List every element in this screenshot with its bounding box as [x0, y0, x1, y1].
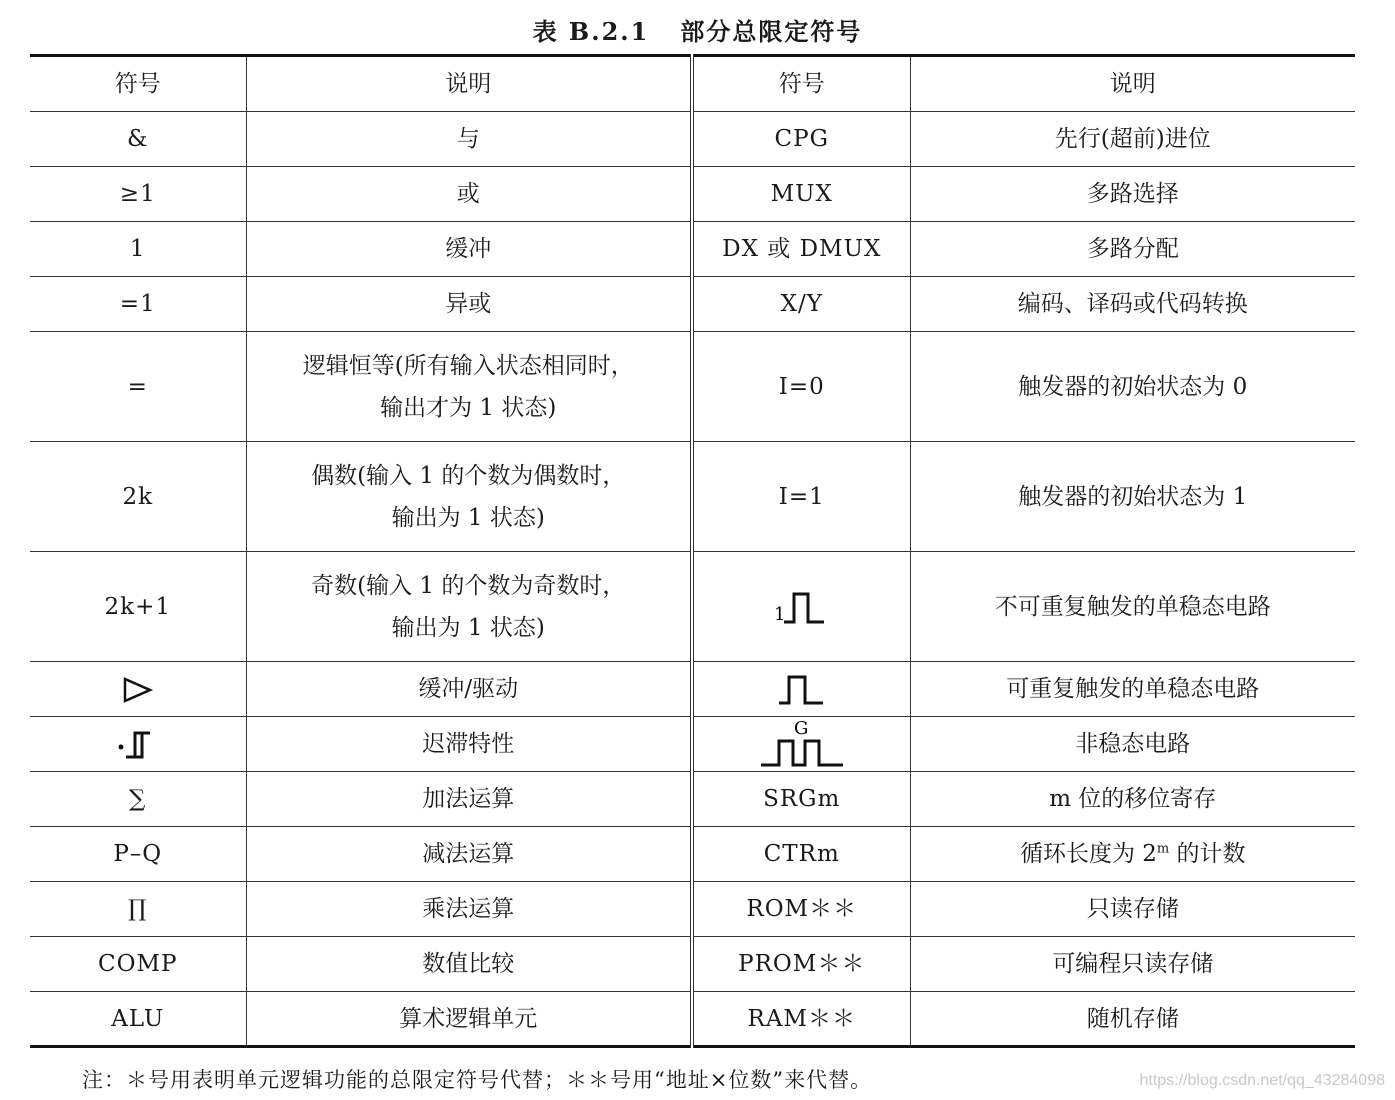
- symbol-cell: [692, 662, 910, 717]
- description-cell: 触发器的初始状态为 1: [910, 442, 1355, 552]
- nonretriggerable-monostable-icon: [773, 594, 830, 625]
- symbol-cell: SRGm: [692, 772, 910, 827]
- header-symbol-left: 符号: [30, 56, 246, 112]
- description-cell: [246, 332, 692, 442]
- symbol-cell: =: [30, 332, 246, 442]
- description-cell: 可编程只读存储: [910, 937, 1355, 992]
- symbol-cell: [692, 552, 910, 662]
- retriggerable-monostable-icon: [777, 676, 827, 702]
- symbol-cell: [30, 717, 246, 772]
- symbol-cell: CPG: [692, 112, 910, 167]
- header-description-left: 说明: [246, 56, 692, 112]
- description-cell: 或: [246, 167, 692, 222]
- watermark-url: https://blog.csdn.net/qq_43284098: [1139, 1072, 1385, 1089]
- table-row: [30, 937, 1355, 992]
- description-cell: 缓冲/驱动: [246, 662, 692, 717]
- description-cell: [246, 442, 692, 552]
- symbol-cell: 2k+1: [30, 552, 246, 662]
- symbol-cell: RAM＊＊: [692, 992, 910, 1047]
- qualifier-symbol-table: [30, 54, 1355, 1048]
- description-cell: 多路分配: [910, 222, 1355, 277]
- symbol-cell: X/Y: [692, 277, 910, 332]
- symbol-cell: 2k: [30, 442, 246, 552]
- symbol-cell: ≥1: [30, 167, 246, 222]
- table-row: [30, 442, 1355, 552]
- header-description-right: 说明: [1109, 71, 1156, 97]
- description-cell: [910, 827, 1355, 882]
- table-row: [30, 717, 1355, 772]
- description-cell: [246, 552, 692, 662]
- description-cell: 数值比较: [246, 937, 692, 992]
- table-row: [30, 277, 1355, 332]
- table-title: 表 B.2.1 部分总限定符号: [532, 17, 863, 46]
- symbol-cell: PROM＊＊: [692, 937, 910, 992]
- description-cell: 异或: [246, 277, 692, 332]
- symbol-cell: ∏: [30, 882, 246, 937]
- description-cell: 乘法运算: [246, 882, 692, 937]
- symbol-cell: I=0: [692, 332, 910, 442]
- description-cell: 不可重复触发的单稳态电路: [910, 552, 1355, 662]
- description-cell: 加法运算: [246, 772, 692, 827]
- description-cell: 多路选择: [910, 167, 1355, 222]
- description-text-tail: 的计数: [1169, 841, 1246, 867]
- symbol-cell: &: [30, 112, 246, 167]
- buffer-triangle-icon: [122, 676, 154, 702]
- symbol-cell: ALU: [30, 992, 246, 1047]
- description-superscript: m: [1156, 841, 1170, 857]
- symbol-cell: CTRm: [692, 827, 910, 882]
- symbol-cell: MUX: [692, 167, 910, 222]
- symbol-cell: ∑: [30, 772, 246, 827]
- table-row: [30, 662, 1355, 717]
- astable-icon: [759, 719, 845, 756]
- description-cell: 只读存储: [910, 882, 1355, 937]
- monostable-input-label: 1: [773, 603, 786, 625]
- table-row: [30, 882, 1355, 937]
- symbol-cell: 1: [30, 222, 246, 277]
- description-cell: 编码、译码或代码转换: [910, 277, 1355, 332]
- symbol-cell: COMP: [30, 937, 246, 992]
- symbol-cell: =1: [30, 277, 246, 332]
- symbol-cell: [30, 662, 246, 717]
- description-text: 循环长度为 2: [1019, 841, 1157, 867]
- description-line: 偶数(输入 1 的个数为偶数时，: [311, 462, 626, 489]
- description-cell: 算术逻辑单元: [246, 992, 692, 1047]
- table-row: [30, 992, 1355, 1047]
- description-line: 输出才为 1 状态): [380, 394, 557, 421]
- symbol-cell: [692, 717, 910, 772]
- description-cell: 迟滞特性: [246, 717, 692, 772]
- symbol-cell: P–Q: [30, 827, 246, 882]
- symbol-cell: DX 或 DMUX: [692, 222, 910, 277]
- hysteresis-icon: [116, 731, 160, 757]
- header-symbol-right: 符号: [692, 56, 910, 112]
- description-line: 奇数(输入 1 的个数为奇数时，: [311, 572, 626, 599]
- table-row: [30, 222, 1355, 277]
- table-row: [30, 827, 1355, 882]
- table-row: [30, 112, 1355, 167]
- table-row: [30, 772, 1355, 827]
- description-cell: 与: [246, 112, 692, 167]
- table-header-row: [30, 56, 1355, 112]
- description-cell: 触发器的初始状态为 0: [910, 332, 1355, 442]
- description-cell: 可重复触发的单稳态电路: [910, 662, 1355, 717]
- table-row: [30, 552, 1355, 662]
- description-line: 输出为 1 状态): [391, 504, 545, 531]
- description-cell: 先行(超前)进位: [910, 112, 1355, 167]
- astable-generator-label: G: [793, 719, 809, 739]
- description-line: 输出为 1 状态): [391, 614, 545, 641]
- table-row: [30, 332, 1355, 442]
- description-cell: m 位的移位寄存: [910, 772, 1355, 827]
- description-cell: 缓冲: [246, 222, 692, 277]
- description-cell: 非稳态电路: [910, 717, 1355, 772]
- symbol-cell: ROM＊＊: [692, 882, 910, 937]
- table-footnote: 注：＊号用表明单元逻辑功能的总限定符号代替；＊＊号用“地址×位数”来代替。: [82, 1068, 873, 1092]
- symbol-cell: I=1: [692, 442, 910, 552]
- table-row: [30, 167, 1355, 222]
- description-cell: 减法运算: [246, 827, 692, 882]
- description-line: 逻辑恒等(所有输入状态相同时，: [302, 352, 634, 379]
- description-cell: 随机存储: [910, 992, 1355, 1047]
